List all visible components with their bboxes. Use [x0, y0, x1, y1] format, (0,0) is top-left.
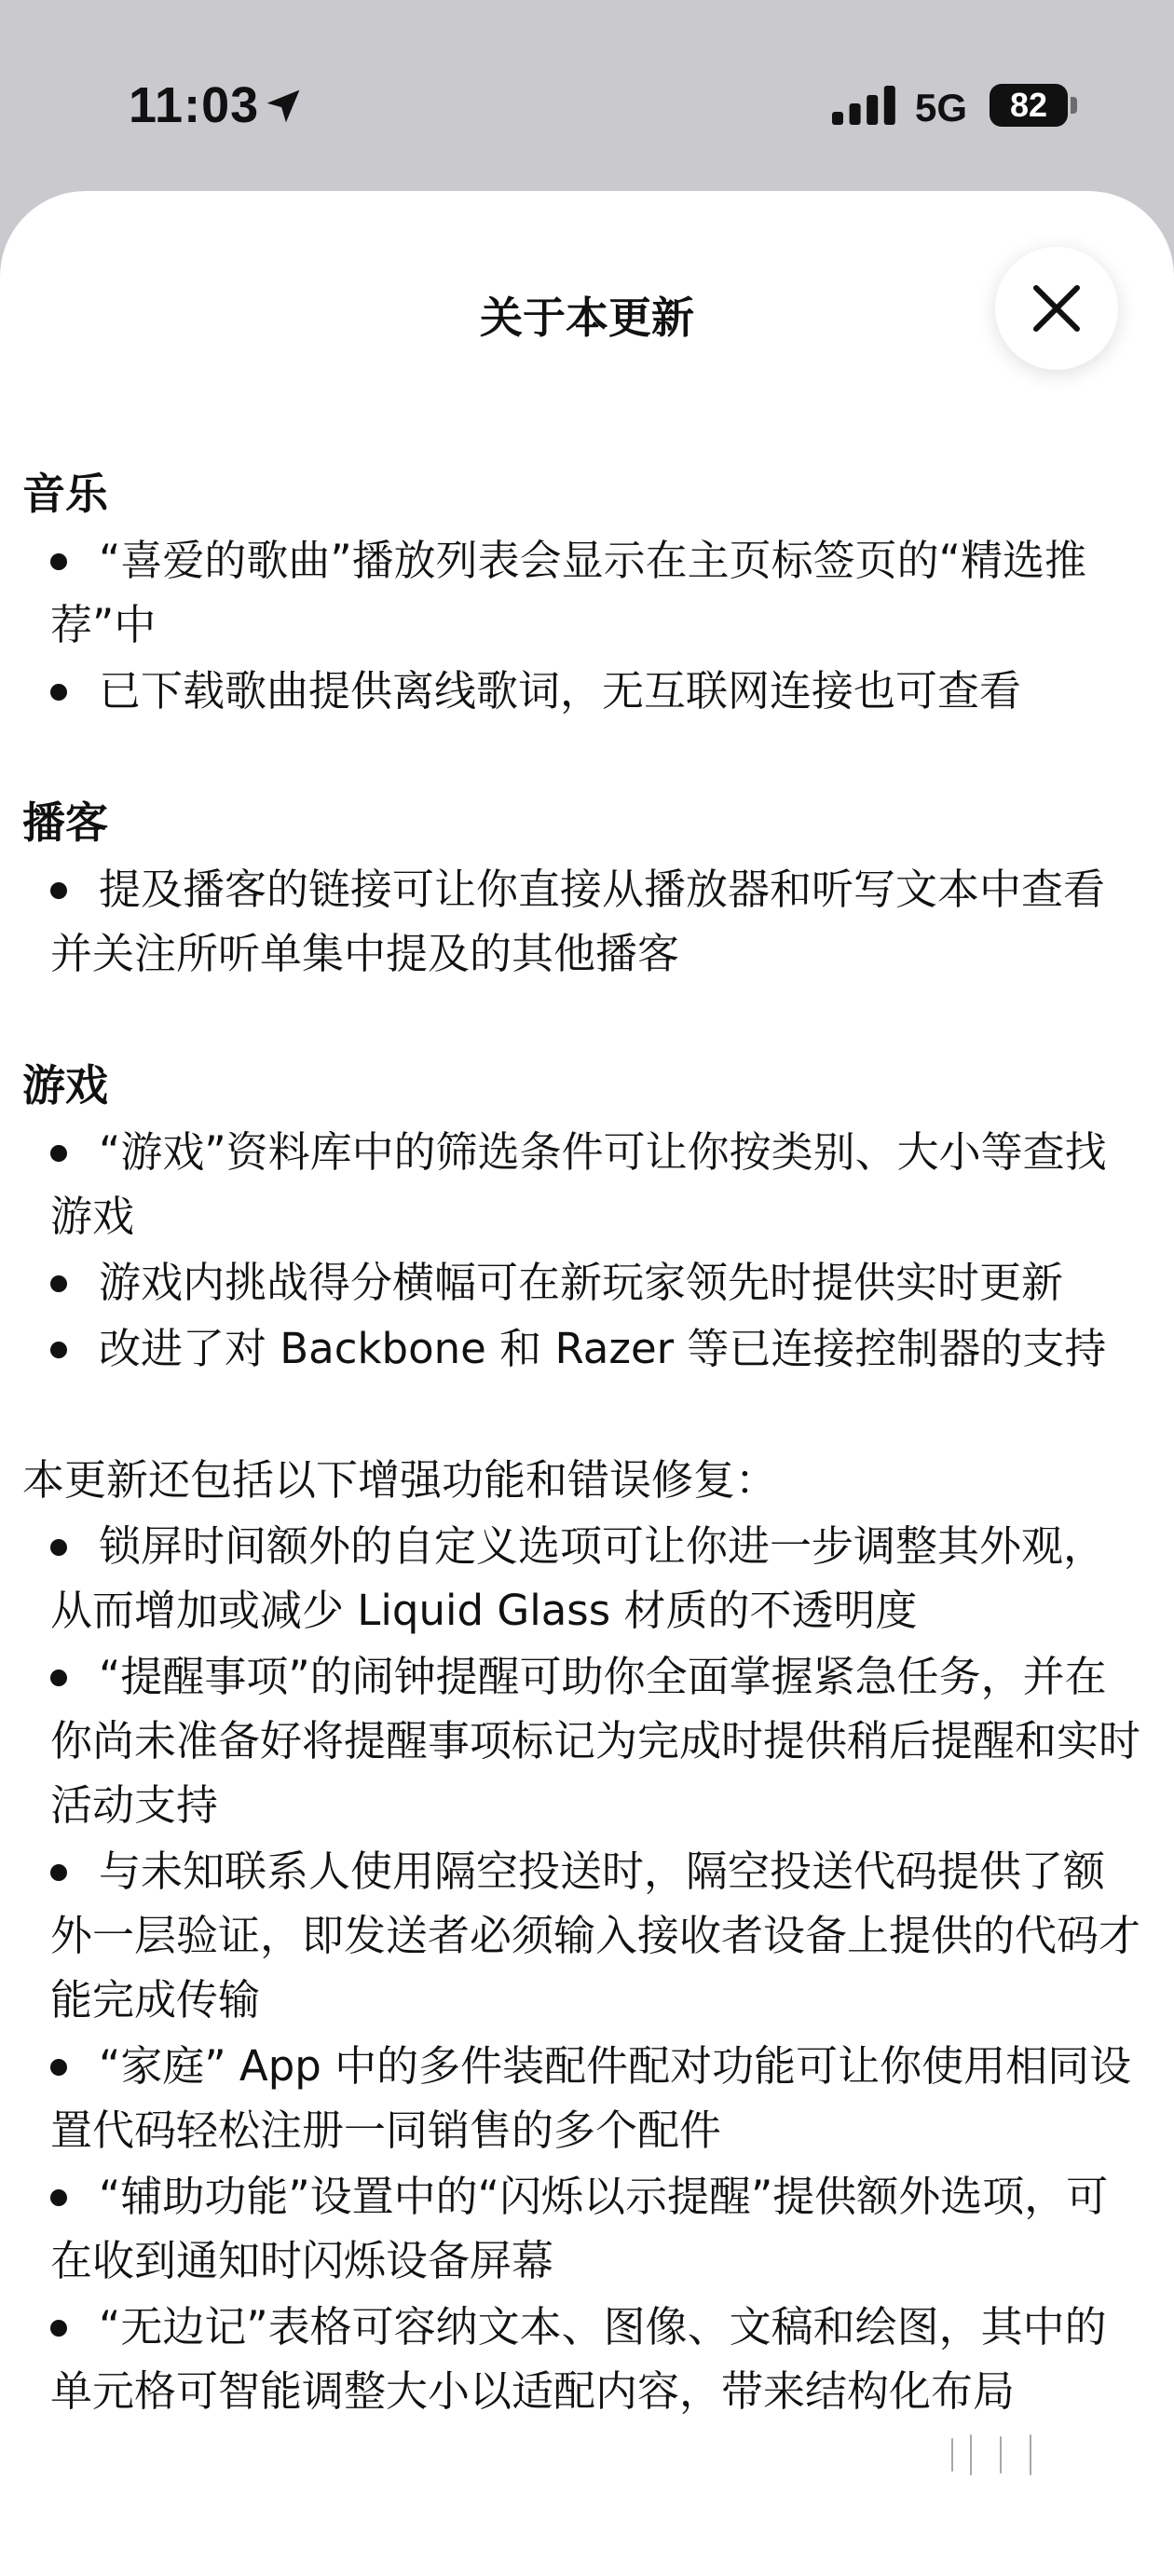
list-item: “家庭” App 中的多件装配件配对功能可让你使用相同设置代码轻松注册一同销售的多个配件: [22, 2034, 1140, 2162]
section-podcasts: [22, 790, 1140, 986]
section-games: [22, 1053, 1140, 1381]
bullet-list: [22, 528, 1140, 723]
bullet-list: [22, 1120, 1140, 1381]
bullet-list: [22, 1514, 1140, 2423]
location-arrow-icon: [263, 86, 304, 127]
status-time: 11:03: [129, 77, 260, 133]
close-icon: [1029, 280, 1085, 336]
list-item: 改进了对 Backbone 和 Razer 等已连接控制器的支持: [22, 1316, 1140, 1381]
status-bar: [0, 0, 1174, 196]
network-type: 5G: [915, 86, 968, 129]
watermark-logo-icon: [941, 2422, 1072, 2487]
section-music: [22, 461, 1140, 723]
cellular-signal-icon: [832, 86, 895, 125]
list-item: “游戏”资料库中的筛选条件可让你按类别、大小等查找游戏: [22, 1120, 1140, 1248]
close-button[interactable]: [995, 247, 1118, 370]
section-intro: 本更新还包括以下增强功能和错误修复：: [22, 1455, 778, 1505]
battery-level: 82: [1009, 86, 1048, 124]
list-item: “提醒事项”的闹钟提醒可助你全面掌握紧急任务，并在你尚未准备好将提醒事项标记为完成时提供稍后提醒和实时活动支持: [22, 1644, 1140, 1837]
section-heading: 音乐: [22, 469, 108, 519]
section-heading: 播客: [22, 797, 108, 848]
update-sheet: [0, 191, 1174, 2576]
list-item: 与未知联系人使用隔空投送时，隔空投送代码提供了额外一层验证，即发送者必须输入接收者设备上提供的代码才能完成传输: [22, 1839, 1140, 2032]
battery-icon: [990, 84, 1068, 127]
list-item: 锁屏时间额外的自定义选项可让你进一步调整其外观，从而增加或减少 Liquid Glass 材质的不透明度: [22, 1514, 1140, 1642]
list-item: “无边记”表格可容纳文本、图像、文稿和绘图，其中的单元格可智能调整大小以适配内容，带来结构化布局: [22, 2295, 1140, 2423]
list-item: 游戏内挑战得分横幅可在新玩家领先时提供实时更新: [22, 1250, 1140, 1315]
list-item: 已下载歌曲提供离线歌词，无互联网连接也可查看: [22, 659, 1140, 723]
bullet-list: [22, 857, 1140, 986]
section-other-improvements: [22, 1448, 1140, 2423]
list-item: “辅助功能”设置中的“闪烁以示提醒”提供额外选项，可在收到通知时闪烁设备屏幕: [22, 2164, 1140, 2293]
list-item: 提及播客的链接可让你直接从播放器和听写文本中查看并关注所听单集中提及的其他播客: [22, 857, 1140, 986]
sheet-title: 关于本更新: [480, 293, 694, 343]
battery-nub: [1071, 97, 1077, 114]
list-item: “喜爱的歌曲”播放列表会显示在主页标签页的“精选推荐”中: [22, 528, 1140, 657]
section-heading: 游戏: [22, 1060, 108, 1111]
update-notes[interactable]: [22, 461, 1140, 2490]
